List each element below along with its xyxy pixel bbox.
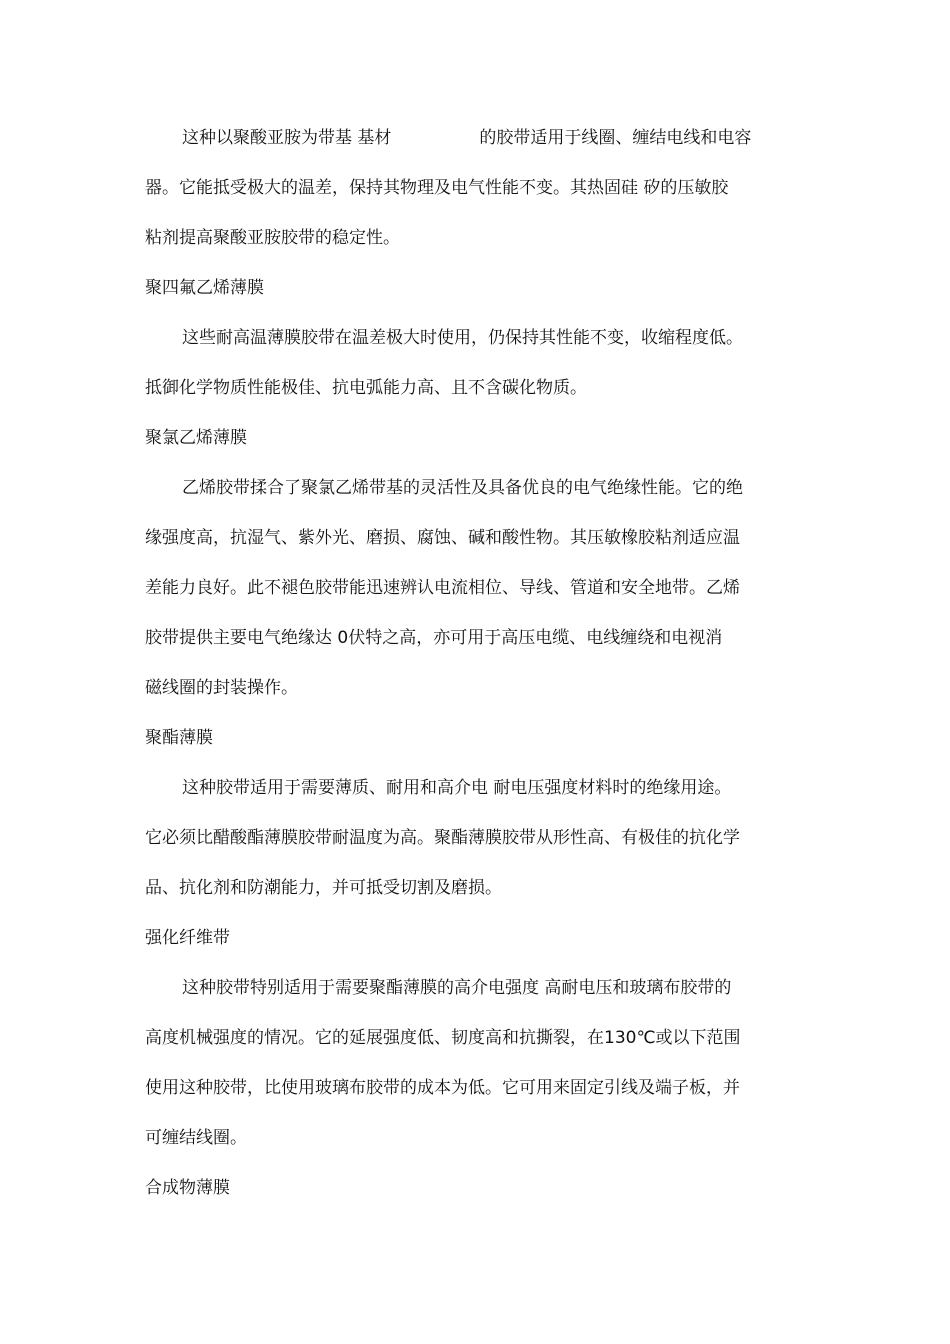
section-heading: 强化纤维带	[145, 928, 230, 948]
paragraph-text: 这种以聚酸亚胺为带基 基材	[182, 128, 392, 148]
paragraph-line: 这些耐高温薄膜胶带在温差极大时使用，仍保持其性能不变，收缩程度低。	[182, 328, 743, 348]
paragraph-line: 乙烯胶带揉合了聚氯乙烯带基的灵活性及具备优良的电气绝缘性能。它的绝	[182, 478, 743, 498]
section-heading: 聚酯薄膜	[145, 728, 213, 748]
paragraph-line: 它必须比醋酸酯薄膜胶带耐温度为高。聚酯薄膜胶带从形性高、有极佳的抗化学	[145, 828, 740, 848]
paragraph-line: 这种胶带适用于需要薄质、耐用和高介电 耐电压强度材料时的绝缘用途。	[182, 778, 732, 798]
paragraph-line: 差能力良好。此不褪色胶带能迅速辨认电流相位、导线、管道和安全地带。乙烯	[145, 578, 740, 598]
paragraph-line: 器。它能抵受极大的温差，保持其物理及电气性能不变。其热固硅 矽的压敏胶	[145, 178, 729, 198]
paragraph-line	[182, 127, 815, 149]
paragraph-line: 这种胶带特别适用于需要聚酯薄膜的高介电强度 高耐电压和玻璃布胶带的	[182, 978, 732, 998]
section-heading: 聚氯乙烯薄膜	[145, 428, 247, 448]
paragraph-line: 胶带提供主要电气绝缘达 0伏特之高，亦可用于高压电缆、电线缠绕和电视消	[145, 628, 723, 648]
paragraph-line: 抵御化学物质性能极佳、抗电弧能力高、且不含碳化物质。	[145, 378, 587, 398]
paragraph-line: 高度机械强度的情况。它的延展强度低、韧度高和抗撕裂，在130℃或以下范围	[145, 1028, 741, 1048]
paragraph-line: 可缠结线圈。	[145, 1128, 247, 1148]
paragraph-line: 缘强度高，抗湿气、紫外光、磨损、腐蚀、碱和酸性物。其压敏橡胶粘剂适应温	[145, 528, 740, 548]
section-heading: 合成物薄膜	[145, 1178, 230, 1198]
paragraph-line: 粘剂提高聚酸亚胺胶带的稳定性。	[145, 228, 400, 248]
paragraph-line: 品、抗化剂和防潮能力，并可抵受切割及磨损。	[145, 878, 502, 898]
paragraph-text: 的胶带适用于线圈、缠结电线和电容	[479, 128, 752, 148]
section-heading: 聚四氟乙烯薄膜	[145, 278, 264, 298]
paragraph-line: 使用这种胶带，比使用玻璃布胶带的成本为低。它可用来固定引线及端子板，并	[145, 1078, 740, 1098]
paragraph-line: 磁线圈的封装操作。	[145, 678, 298, 698]
